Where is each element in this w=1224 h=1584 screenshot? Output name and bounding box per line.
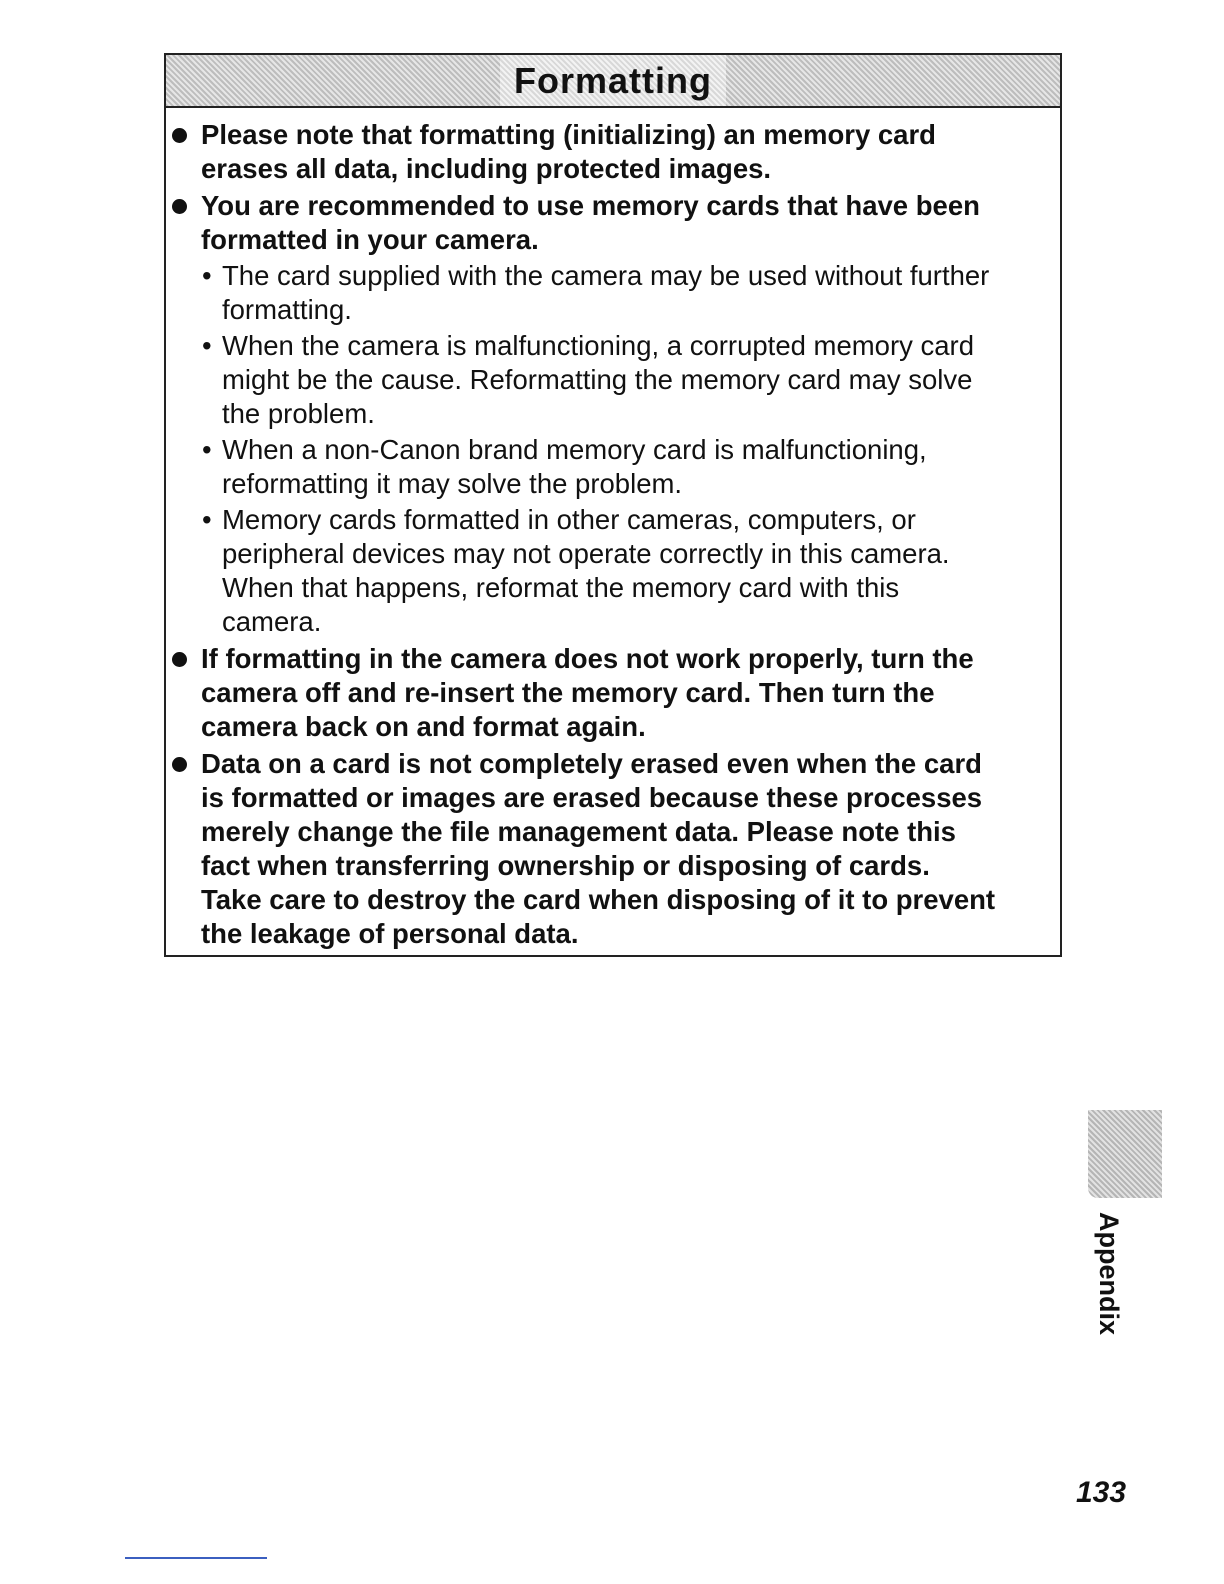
sub-bullet-marker: •: [202, 330, 212, 361]
text-line: the problem.: [222, 398, 375, 429]
text-line: might be the cause. Reformatting the memory card may solve: [222, 364, 973, 395]
notice-list: [166, 108, 1060, 951]
sub-bullet-marker: •: [202, 504, 212, 535]
sub-bullet-item: [166, 433, 1060, 501]
text-line: Data on a card is not completely erased even when the card: [201, 748, 982, 779]
text-line: fact when transferring ownership or disposing of cards.: [201, 850, 930, 881]
text-line: merely change the file management data. Please note this: [201, 816, 956, 847]
bullet-dot-icon: [172, 652, 187, 667]
bullet-item: [166, 642, 1060, 744]
formatting-notice-box: [164, 53, 1062, 957]
text-line: camera off and re-insert the memory card. Then turn the: [201, 677, 935, 708]
text-line: If formatting in the camera does not work properly, turn the: [201, 643, 974, 674]
text-line: formatting.: [222, 294, 352, 325]
text-line: The card supplied with the camera may be used without further: [222, 260, 990, 291]
bullet-dot-icon: [172, 128, 187, 143]
bullet-item: [166, 118, 1060, 186]
text-line: peripheral devices may not operate correctly in this camera.: [222, 538, 950, 569]
text-line: the leakage of personal data.: [201, 918, 579, 949]
text-line: reformatting it may solve the problem.: [222, 468, 683, 499]
page-number: 133: [1076, 1476, 1127, 1509]
bullet-dot-icon: [172, 757, 187, 772]
bullet-item: [166, 189, 1060, 257]
text-line: When the camera is malfunctioning, a corrupted memory card: [222, 330, 974, 361]
section-title: Formatting: [500, 55, 726, 106]
bullet-dot-icon: [172, 199, 187, 214]
sub-bullet-item: [166, 259, 1060, 327]
section-tab-marker: [1088, 1110, 1162, 1198]
text-line: camera back on and format again.: [201, 711, 646, 742]
text-line: erases all data, including protected images.: [201, 153, 772, 184]
text-line: When that happens, reformat the memory card with this: [222, 572, 900, 603]
sub-bullet-marker: •: [202, 260, 212, 291]
text-line: Please note that formatting (initializing) an memory card: [201, 119, 936, 150]
text-line: is formatted or images are erased because these processes: [201, 782, 983, 813]
bullet-item: [166, 747, 1060, 951]
text-line: formatted in your camera.: [201, 224, 539, 255]
text-line: When a non-Canon brand memory card is malfunctioning,: [222, 434, 927, 465]
footer-rule: [125, 1557, 267, 1559]
sub-bullet-item: [166, 503, 1060, 639]
side-tab-label: Appendix: [1094, 1212, 1124, 1336]
sub-bullet-marker: •: [202, 434, 212, 465]
sub-bullet-item: [166, 329, 1060, 431]
section-header: [166, 55, 1060, 108]
text-line: Memory cards formatted in other cameras, computers, or: [222, 504, 916, 535]
text-line: You are recommended to use memory cards that have been: [201, 190, 980, 221]
text-line: Take care to destroy the card when disposing of it to prevent: [201, 884, 996, 915]
text-line: camera.: [222, 606, 322, 637]
